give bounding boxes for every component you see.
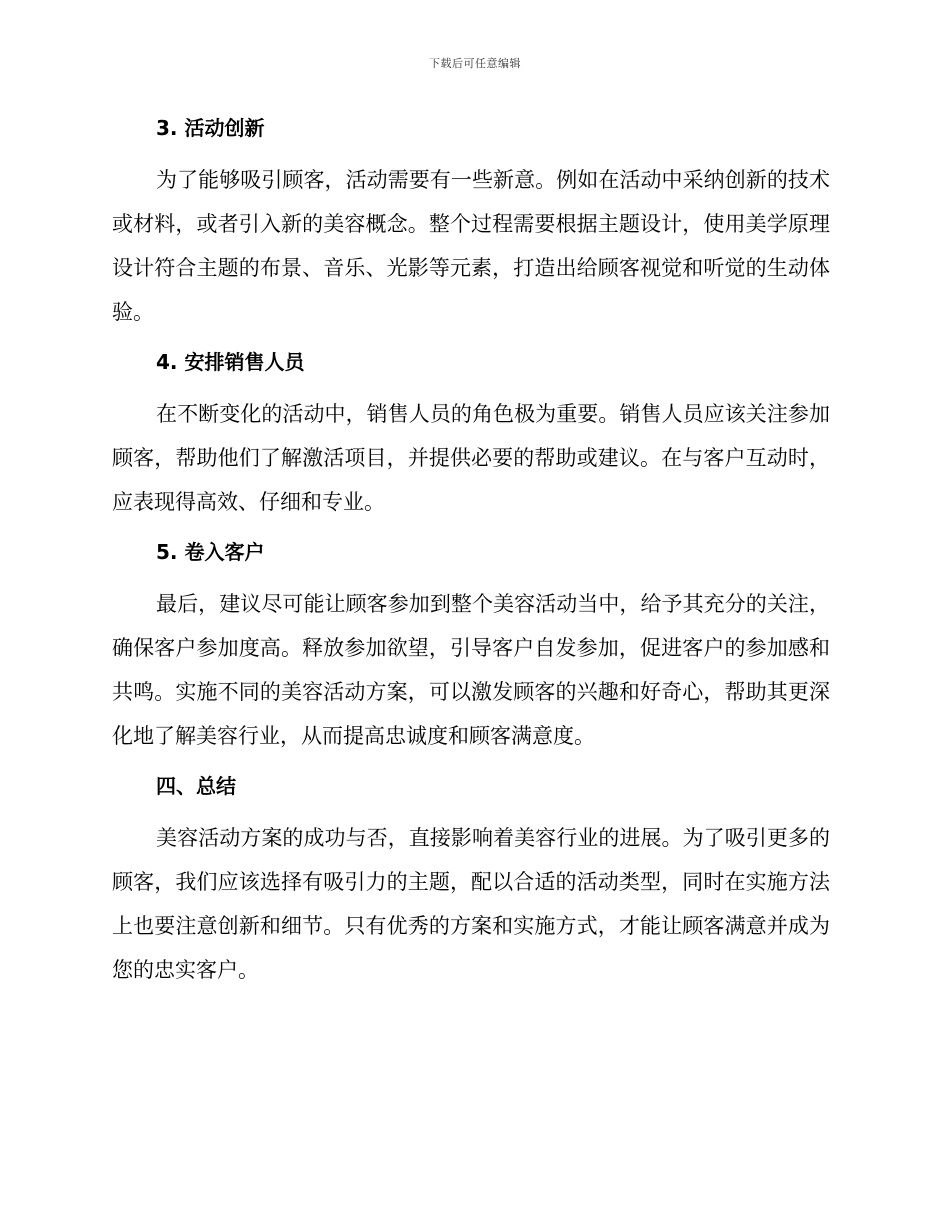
section-heading-sales-staff: 4. 安排销售人员: [156, 350, 305, 374]
section-paragraph-customer-involvement: 最后，建议尽可能让顾客参加到整个美容活动当中，给予其充分的关注，确保客户参加度高。释放参加欲望，引导客户自发参加，促进客户的参加感和共鸣。实施不同的美容活动方案，可以激发顾客的兴趣和好奇心，帮助其更深化地了解美容行业，从而提高忠诚度和顾客满意度。: [112, 592, 830, 748]
section-heading-activity-innovation: 3. 活动创新: [156, 116, 265, 140]
section-paragraph-summary: 美容活动方案的成功与否，直接影响着美容行业的进展。为了吸引更多的顾客，我们应该选择有吸引力的主题，配以合适的活动类型，同时在实施方法上也要注意创新和细节。只有优秀的方案和实施方式，才能让顾客满意并成为您的忠实客户。: [112, 826, 830, 982]
page-header-note: 下载后可任意编辑: [429, 57, 521, 70]
section-paragraph-sales-staff: 在不断变化的活动中，销售人员的角色极为重要。销售人员应该关注参加顾客，帮助他们了解激活项目，并提供必要的帮助或建议。在与客户互动时，应表现得高效、仔细和专业。: [112, 402, 830, 514]
section-heading-customer-involvement: 5. 卷入客户: [156, 540, 265, 564]
section-paragraph-activity-innovation: 为了能够吸引顾客，活动需要有一些新意。例如在活动中采纳创新的技术或材料，或者引入新的美容概念。整个过程需要根据主题设计，使用美学原理设计符合主题的布景、音乐、光影等元素，打造出给顾客视觉和听觉的生动体验。: [112, 168, 830, 324]
section-heading-summary: 四、总结: [156, 774, 236, 798]
document-body: [112, 106, 830, 992]
